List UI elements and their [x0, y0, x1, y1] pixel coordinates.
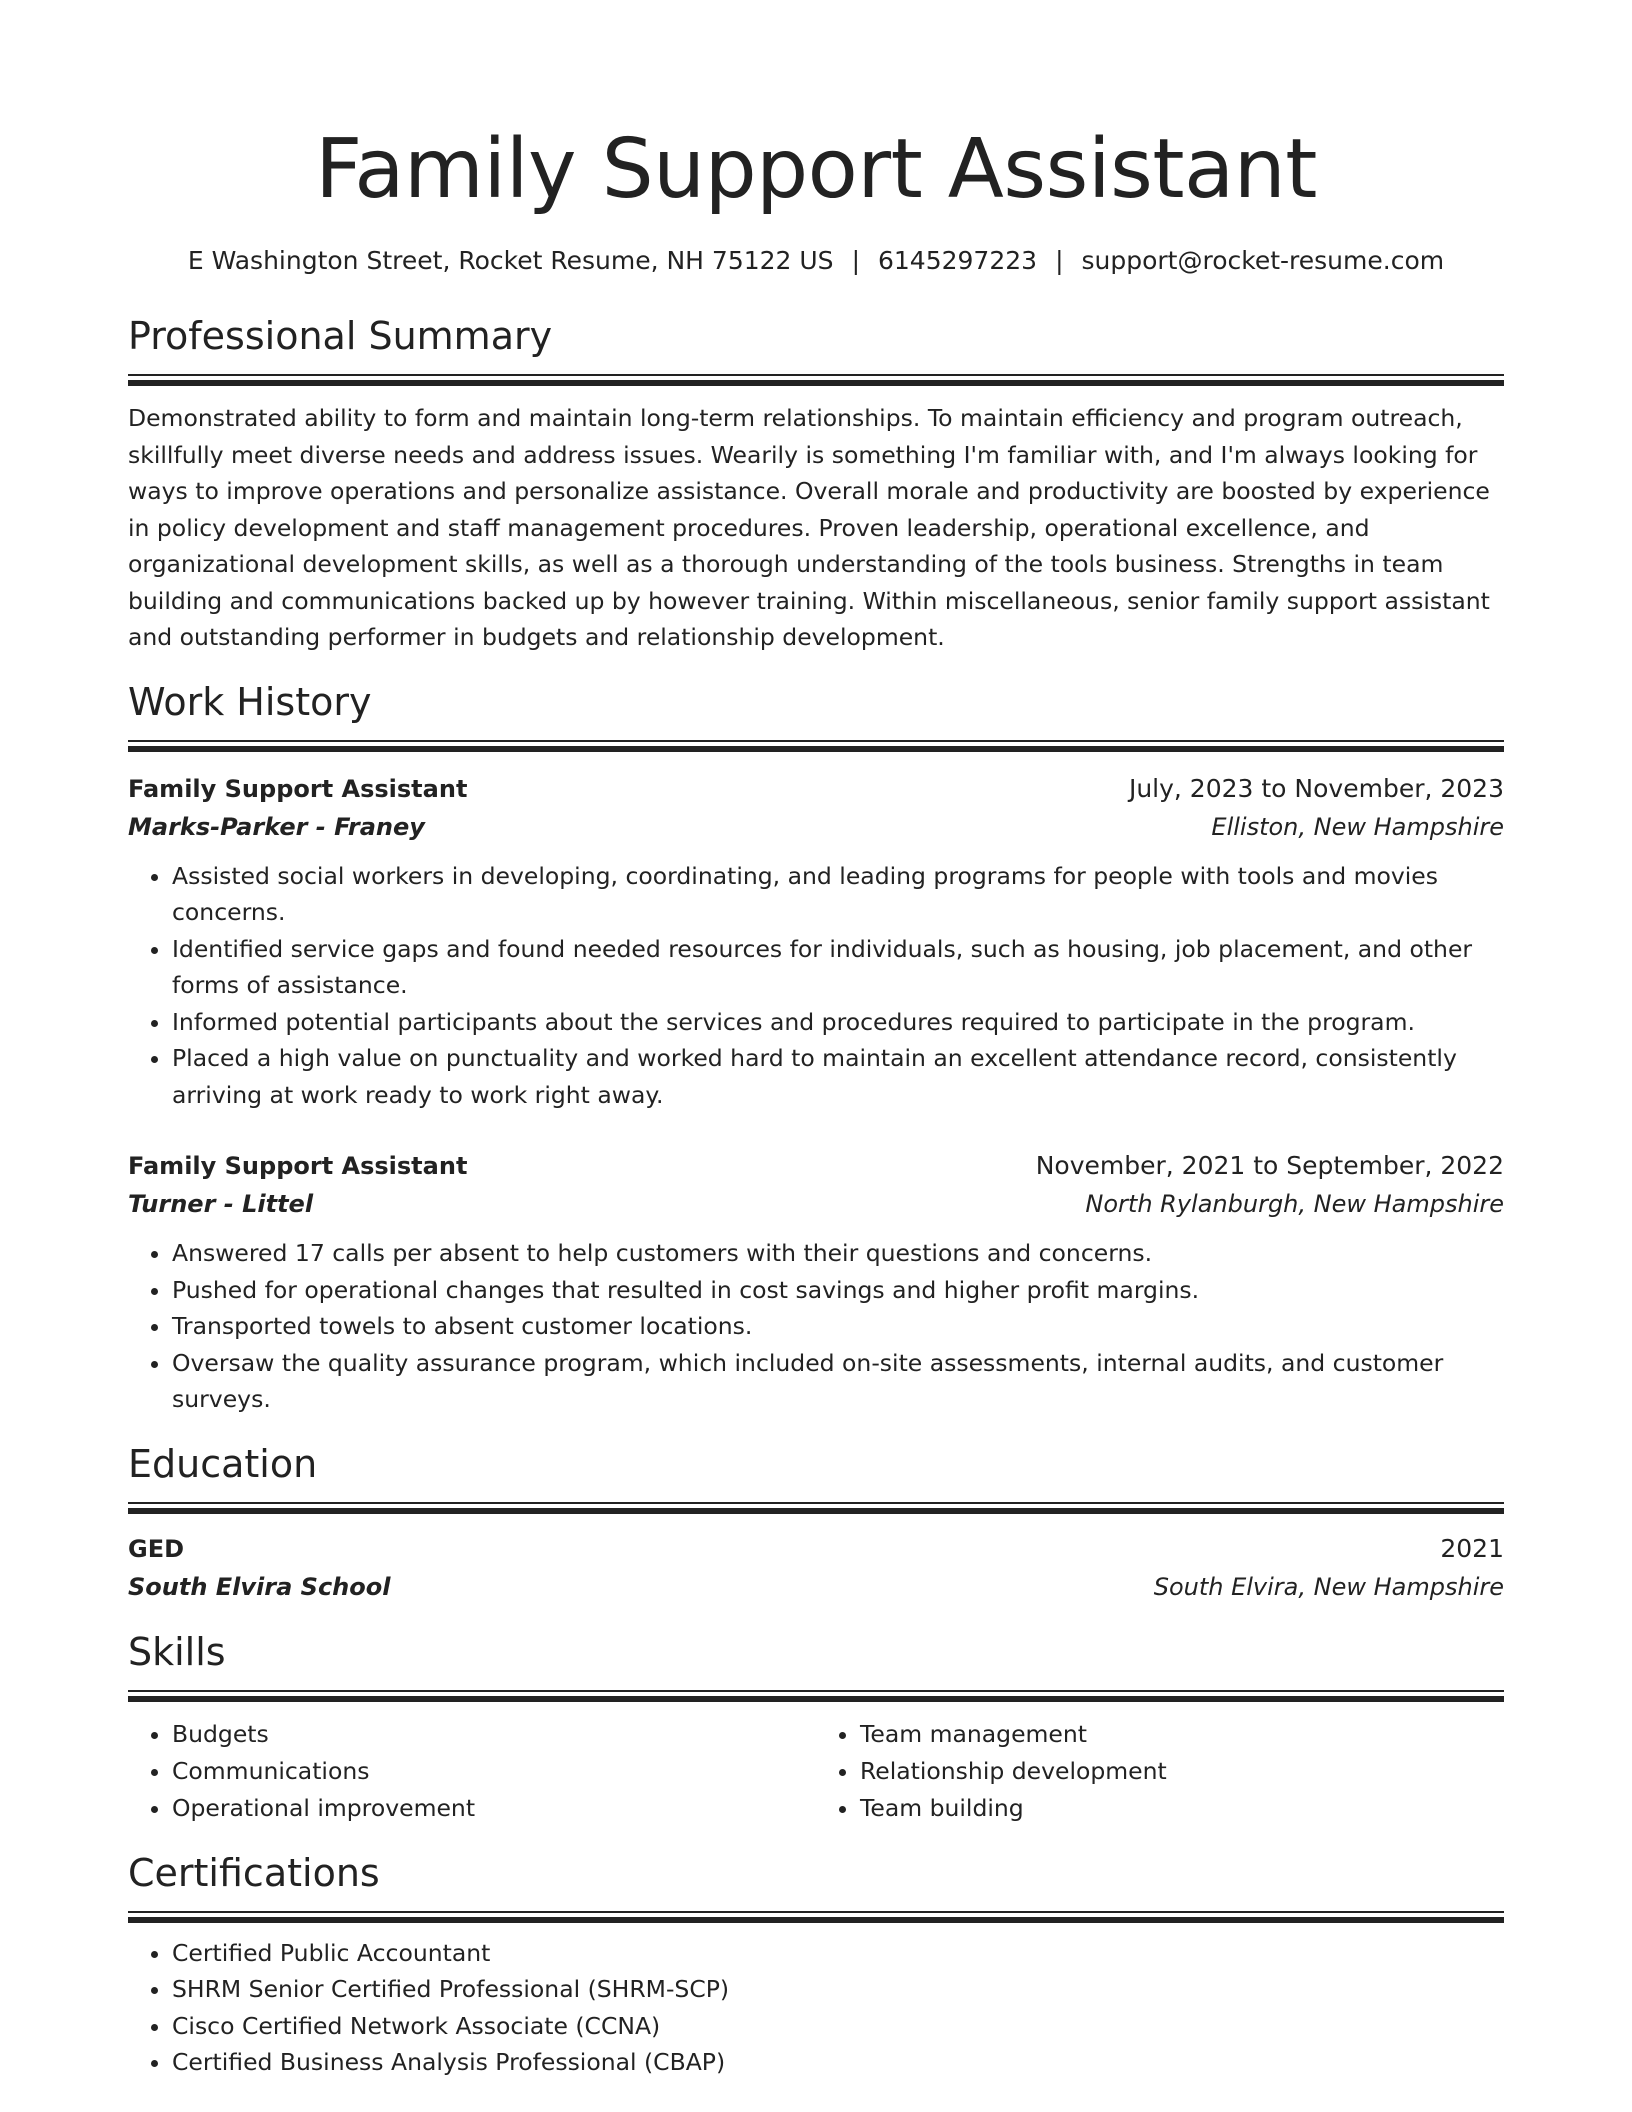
education-year: 2021 [1440, 1533, 1504, 1563]
education-school: South Elvira School [128, 1572, 391, 1601]
job-bullet: • Assisted social workers in developing, coordinating, and leading programs for people with tools and movies concerns. [172, 858, 1504, 931]
job-location: Elliston, New Hampshire [1211, 812, 1504, 841]
job-location: North Rylanburgh, New Hampshire [1085, 1190, 1504, 1218]
skills-list-right [816, 1716, 1504, 1827]
education-section [128, 1440, 1504, 1606]
section-title-skills: Skills [128, 1629, 226, 1674]
section-title-work-history: Work History [128, 679, 372, 724]
certification-item: • Cisco Certified Network Associate (CCNA) [172, 2008, 1504, 2045]
job-bullet: • Placed a high value on punctuality and worked hard to maintain an excellent attendance record, consistently arriving at work ready to work right away. [172, 1040, 1504, 1113]
job-bullet: • Oversaw the quality assurance program, which included on-site assessments, internal audits, and customer surveys. [172, 1345, 1504, 1418]
contact-email: support@rocket-resume.com [1081, 246, 1445, 275]
skills-section [128, 1628, 1504, 1827]
education-degree: GED [128, 1534, 185, 1563]
certification-item: • SHRM Senior Certified Professional (SHRM-SCP) [172, 1971, 1504, 2008]
contact-separator: | [1055, 246, 1064, 275]
job-role: Family Support Assistant [128, 1152, 468, 1180]
job-header-row [128, 770, 1504, 808]
certifications-list [128, 1935, 1504, 2081]
skill-item: • Budgets [172, 1716, 816, 1753]
job-bullets [128, 858, 1504, 1114]
certification-item: • Certified Public Accountant [172, 1935, 1504, 1972]
section-divider [128, 1911, 1504, 1923]
section-divider [128, 374, 1504, 386]
job-bullet: • Informed potential participants about the services and procedures required to participate in the program. [172, 1004, 1504, 1041]
education-header-row [128, 1530, 1504, 1568]
contact-separator: | [851, 246, 860, 275]
summary-text: Demonstrated ability to form and maintain long-term relationships. To maintain efficiency and program outreach, skillfully meet diverse needs and address issues. Wearily is something I'm familiar with, and I'm always looking for ways to improve operations and personalize assistance. Overall morale and productivity are boosted by experience in policy development and staff management procedures. Proven leadership, operational excellence, and organizational development skills, as well as a thorough understanding of the tools business. Strengths in team building and communications backed up by however training. Within miscellaneous, senior family support assistant and outstanding performer in budgets and relationship development. [128, 404, 1490, 651]
section-divider [128, 1690, 1504, 1702]
skill-item: • Team management [860, 1716, 1504, 1753]
skill-item: • Relationship development [860, 1753, 1504, 1790]
summary-section [128, 312, 1504, 656]
job-bullet: • Identified service gaps and found needed resources for individuals, such as housing, job placement, and other forms of assistance. [172, 931, 1504, 1004]
education-location: South Elvira, New Hampshire [1153, 1572, 1504, 1601]
section-divider [128, 740, 1504, 752]
job-dates: July, 2023 to November, 2023 [1128, 773, 1504, 803]
skills-columns [128, 1716, 1504, 1827]
certifications-section [128, 1849, 1504, 2081]
job-dates: November, 2021 to September, 2022 [1035, 1151, 1504, 1180]
job-entry [128, 770, 1504, 1114]
job-bullet: • Pushed for operational changes that resulted in cost savings and higher profit margins. [172, 1272, 1504, 1309]
section-title-summary: Professional Summary [128, 314, 553, 358]
job-bullets [128, 1235, 1504, 1418]
skill-item: • Operational improvement [172, 1790, 816, 1827]
job-sub-row [128, 1185, 1504, 1223]
job-bullet: • Transported towels to absent customer locations. [172, 1308, 1504, 1345]
job-company: Turner - Littel [128, 1190, 314, 1218]
skills-list-left [128, 1716, 816, 1827]
skill-item: • Communications [172, 1753, 816, 1790]
contact-line [128, 244, 1504, 278]
education-sub-row [128, 1568, 1504, 1606]
job-entry [128, 1147, 1504, 1418]
section-title-certifications: Certifications [128, 1850, 380, 1895]
certification-item: • Certified Business Analysis Professional (CBAP) [172, 2044, 1504, 2081]
contact-phone: 6145297223 [878, 246, 1038, 275]
job-bullet: • Answered 17 calls per absent to help customers with their questions and concerns. [172, 1235, 1504, 1272]
work-history-section [128, 678, 1504, 1418]
job-sub-row [128, 808, 1504, 846]
job-header-row [128, 1147, 1504, 1185]
contact-address: E Washington Street, Rocket Resume, NH 75122 US [187, 246, 834, 275]
section-title-education: Education [128, 1441, 318, 1486]
skill-item: • Team building [860, 1790, 1504, 1827]
job-role: Family Support Assistant [128, 774, 468, 803]
education-entry [128, 1530, 1504, 1606]
resume-name: Family Support Assistant [315, 122, 1317, 217]
section-divider [128, 1502, 1504, 1514]
job-company: Marks-Parker - Franey [128, 812, 425, 841]
